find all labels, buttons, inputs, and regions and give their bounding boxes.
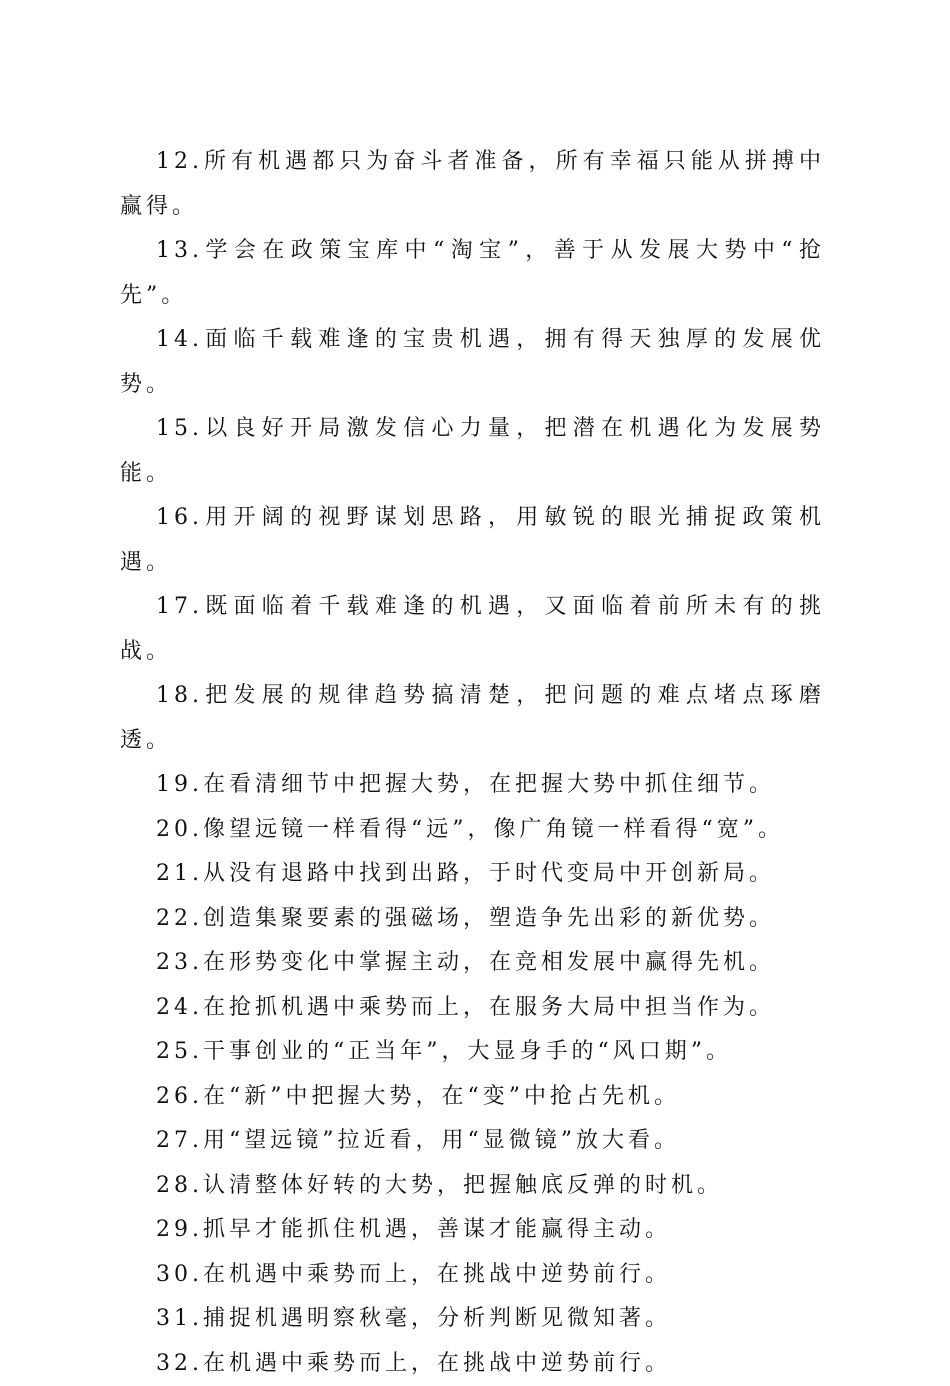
list-item: 25.干事创业的“正当年”，大显身手的“风口期”。 [120, 1030, 825, 1075]
list-item: 17.既面临着千载难逢的机遇，又面临着前所未有的挑战。 [120, 585, 825, 674]
list-item: 24.在抢抓机遇中乘势而上，在服务大局中担当作为。 [120, 986, 825, 1031]
list-item: 14.面临千载难逢的宝贵机遇，拥有得天独厚的发展优势。 [120, 318, 825, 407]
list-item: 21.从没有退路中找到出路，于时代变局中开创新局。 [120, 852, 825, 897]
document-body [120, 140, 825, 1386]
list-item: 26.在“新”中把握大势，在“变”中抢占先机。 [120, 1075, 825, 1120]
list-item: 29.抓早才能抓住机遇，善谋才能赢得主动。 [120, 1208, 825, 1253]
list-item: 19.在看清细节中把握大势，在把握大势中抓住细节。 [120, 763, 825, 808]
list-item: 28.认清整体好转的大势，把握触底反弹的时机。 [120, 1164, 825, 1209]
list-item: 23.在形势变化中掌握主动，在竞相发展中赢得先机。 [120, 941, 825, 986]
list-item: 30.在机遇中乘势而上，在挑战中逆势前行。 [120, 1253, 825, 1298]
list-item: 15.以良好开局激发信心力量，把潜在机遇化为发展势能。 [120, 407, 825, 496]
list-item: 27.用“望远镜”拉近看，用“显微镜”放大看。 [120, 1119, 825, 1164]
list-item: 16.用开阔的视野谋划思路，用敏锐的眼光捕捉政策机遇。 [120, 496, 825, 585]
list-item: 12.所有机遇都只为奋斗者准备，所有幸福只能从拼搏中赢得。 [120, 140, 825, 229]
list-item: 31.捕捉机遇明察秋毫，分析判断见微知著。 [120, 1297, 825, 1342]
list-item: 20.像望远镜一样看得“远”，像广角镜一样看得“宽”。 [120, 808, 825, 853]
list-item: 13.学会在政策宝库中“淘宝”，善于从发展大势中“抢先”。 [120, 229, 825, 318]
list-item: 32.在机遇中乘势而上，在挑战中逆势前行。 [120, 1342, 825, 1386]
list-item: 22.创造集聚要素的强磁场，塑造争先出彩的新优势。 [120, 897, 825, 942]
list-item: 18.把发展的规律趋势搞清楚，把问题的难点堵点琢磨透。 [120, 674, 825, 763]
